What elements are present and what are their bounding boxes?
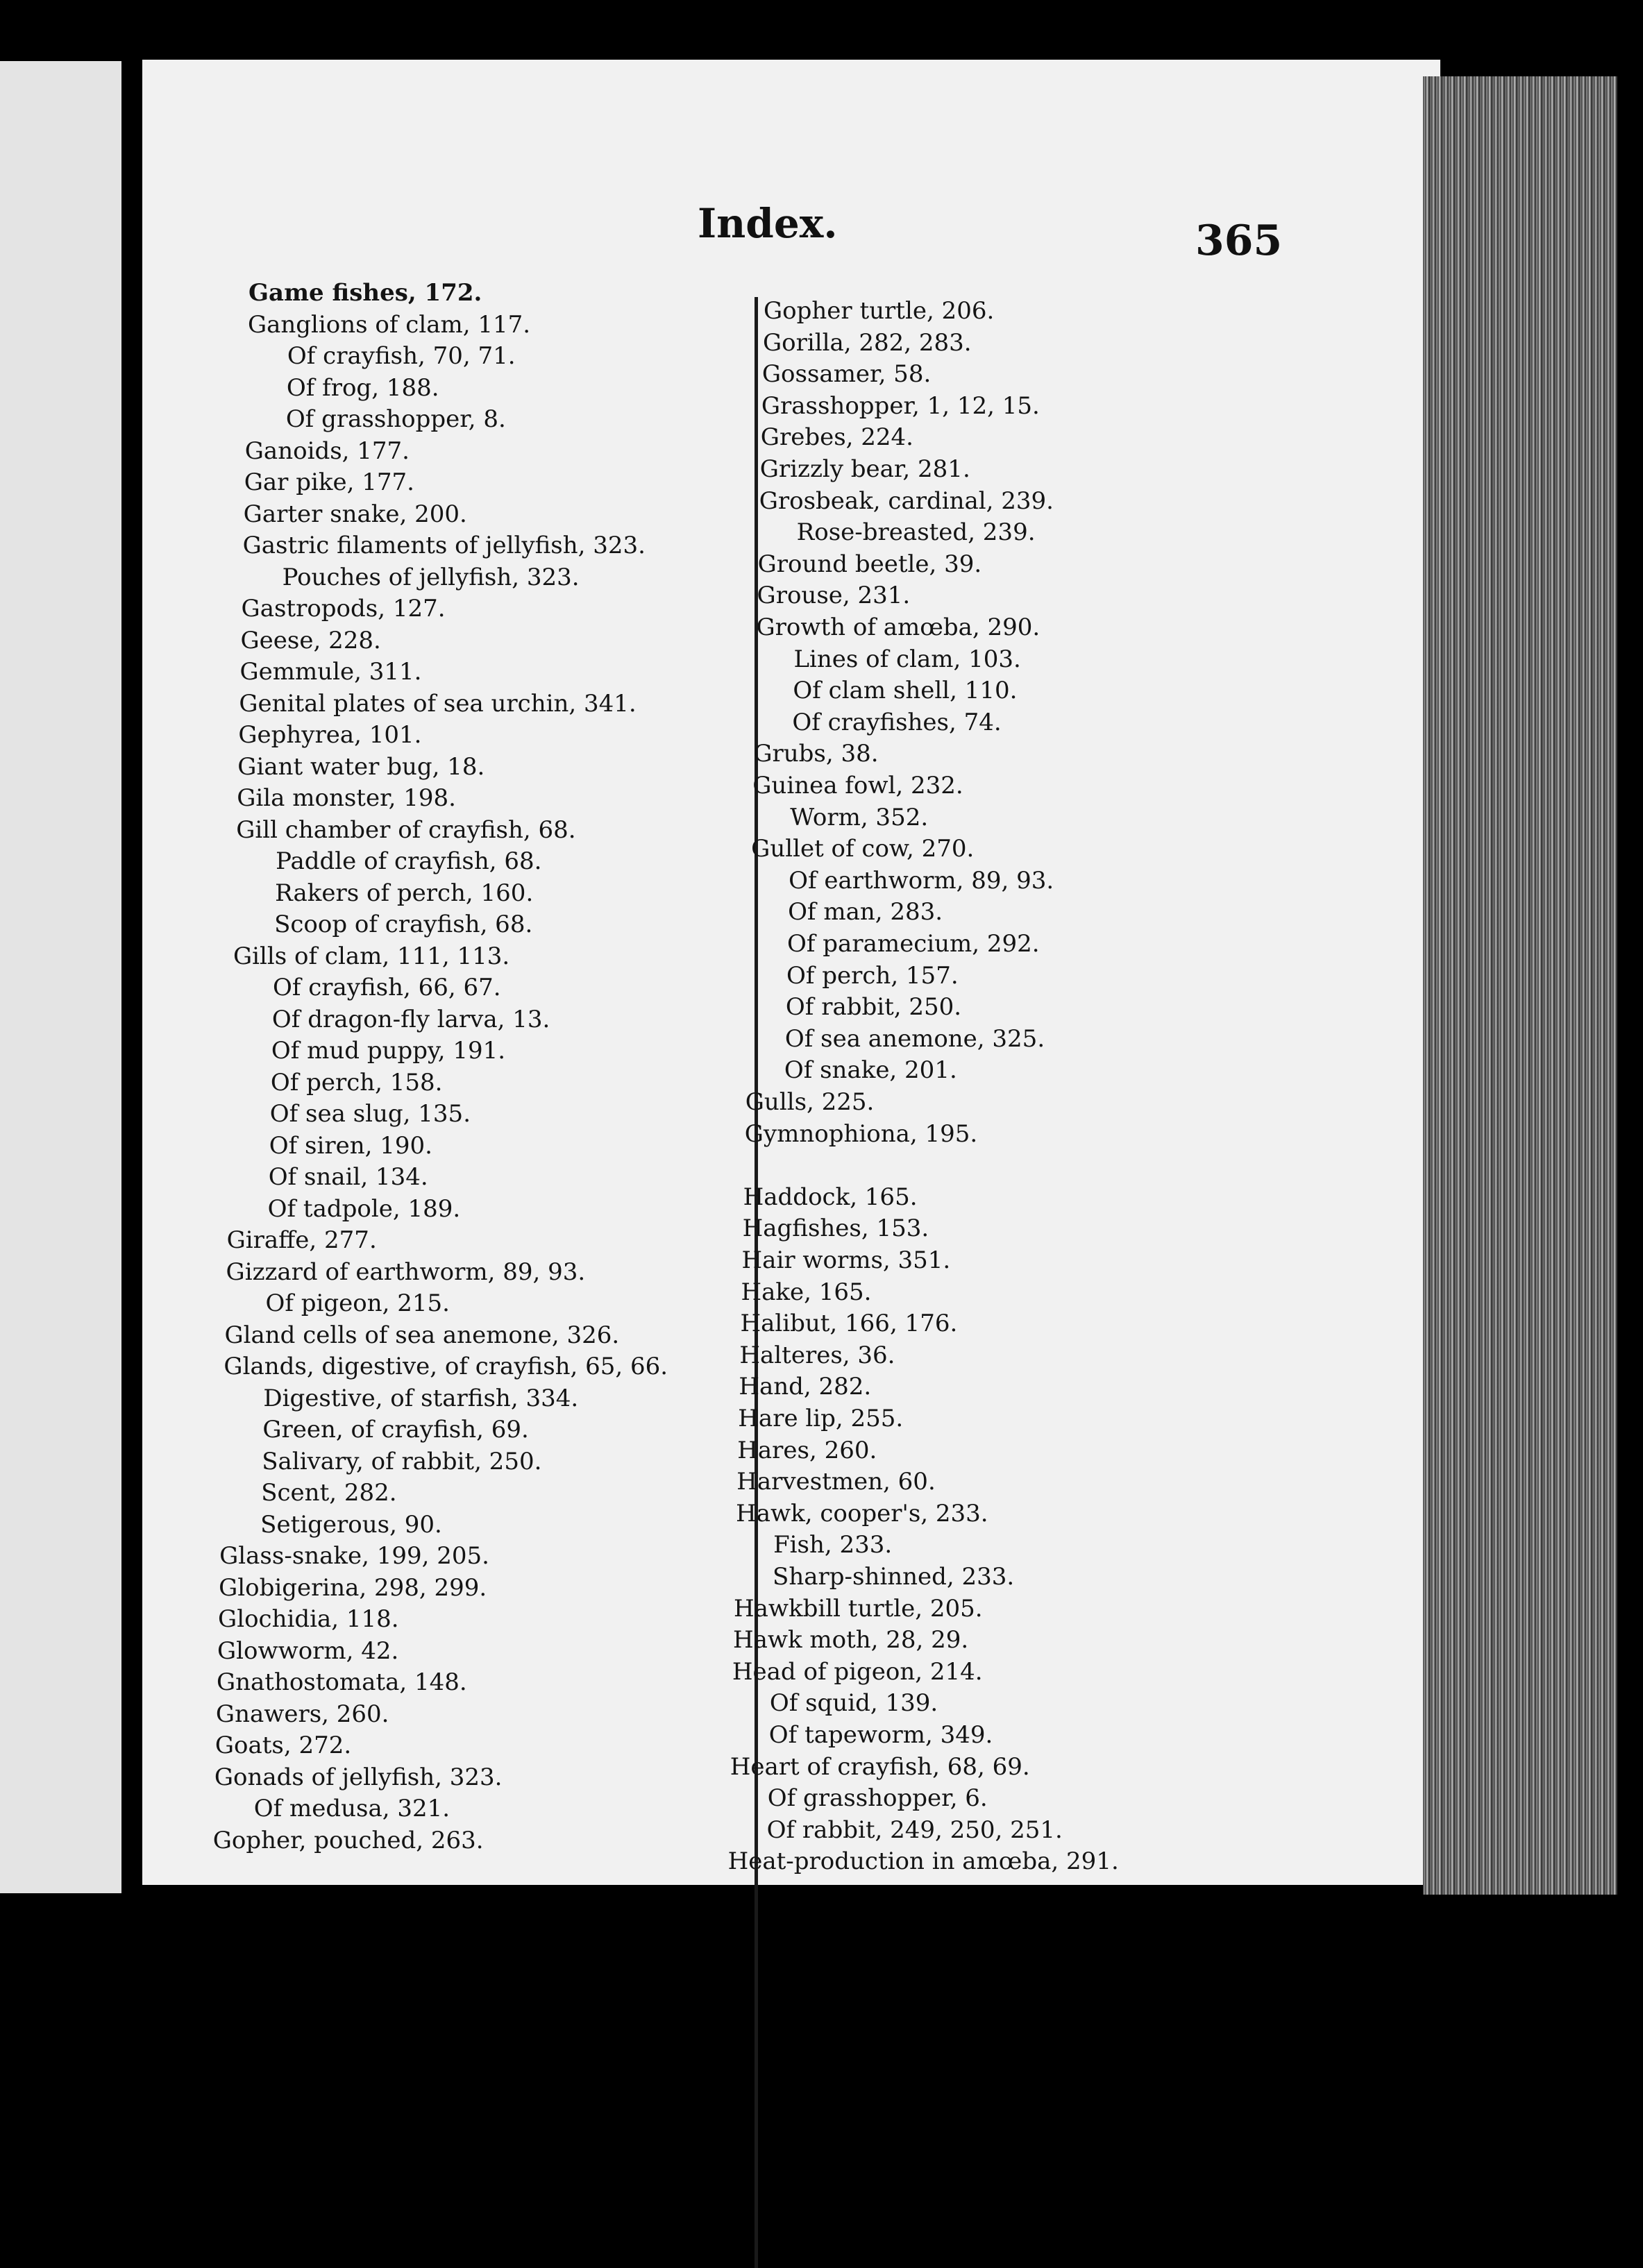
index-entry: Guinea fowl, 232. (752, 772, 963, 799)
index-entry: Geese, 228. (240, 626, 381, 654)
index-entry: Glass-snake, 199, 205. (219, 1542, 489, 1570)
index-entry: Game fishes, 172. (248, 279, 482, 307)
index-entry: Of dragon-fly larva, 13. (271, 1005, 550, 1033)
index-entry: Hawk, cooper's, 233. (736, 1499, 988, 1527)
index-entry: Gnathostomata, 148. (216, 1668, 467, 1696)
index-entry: Of rabbit, 249, 250, 251. (766, 1816, 1063, 1844)
index-entry: Of mud puppy, 191. (271, 1037, 506, 1065)
index-entry: Rakers of perch, 160. (275, 879, 534, 907)
index-entry: Worm, 352. (790, 803, 929, 831)
index-entry: Gill chamber of crayfish, 68. (236, 815, 576, 844)
index-entry: Head of pigeon, 214. (732, 1657, 983, 1686)
index-entry: Rose-breasted, 239. (796, 518, 1036, 547)
index-entry: Fish, 233. (773, 1531, 893, 1559)
index-entry: Of earthworm, 89, 93. (789, 866, 1054, 895)
index-entry: Lines of clam, 103. (793, 645, 1021, 673)
index-entry: Digestive, of starfish, 334. (263, 1384, 579, 1412)
index-entry: Gonads of jellyfish, 323. (214, 1763, 503, 1791)
index-entry: Of rabbit, 250. (785, 993, 962, 1022)
index-entry: Gymnophiona, 195. (744, 1119, 978, 1148)
index-entry: Paddle of crayfish, 68. (276, 847, 542, 875)
index-entry: Glands, digestive, of crayfish, 65, 66. (224, 1353, 668, 1380)
index-entry: Gorilla, 282, 283. (762, 328, 972, 357)
index-entry: Grasshopper, 1, 12, 15. (761, 391, 1040, 420)
index-entry: Of sea anemone, 325. (784, 1024, 1045, 1053)
index-entry: Gills of clam, 111, 113. (233, 942, 510, 970)
index-entry: Hares, 260. (737, 1436, 877, 1464)
index-entry: Gephyrea, 101. (238, 721, 422, 749)
index-entry: Of perch, 158. (270, 1068, 443, 1097)
index-entry: Of grasshopper, 6. (767, 1784, 988, 1813)
index-entry: Hagfishes, 153. (742, 1215, 929, 1243)
index-entry: Of sea slug, 135. (269, 1100, 471, 1128)
index-entry: Of crayfishes, 74. (792, 708, 1002, 736)
index-entry: Grouse, 231. (757, 582, 911, 610)
index-entry: Hawkbill turtle, 205. (733, 1594, 983, 1623)
index-entry: Glowworm, 42. (217, 1636, 399, 1665)
index-entry: Grubs, 38. (753, 740, 879, 768)
index-entry: Giant water bug, 18. (237, 752, 485, 781)
index-entry: Growth of amœba, 290. (756, 613, 1040, 641)
index-entry: Pouches of jellyfish, 323. (282, 563, 580, 591)
index-entry: Of crayfish, 70, 71. (287, 342, 516, 370)
index-entry: Gastric filaments of jellyfish, 323. (242, 532, 646, 559)
index-entry: Haddock, 165. (743, 1183, 918, 1211)
index-entry: Salivary, of rabbit, 250. (262, 1447, 542, 1475)
index-entry: Ganglions of clam, 117. (247, 310, 531, 339)
index-entry: Gopher, pouched, 263. (212, 1826, 484, 1854)
index-entry: Grosbeak, cardinal, 239. (759, 486, 1054, 515)
index-entry: Ground beetle, 39. (757, 550, 982, 578)
index-entry: Setigerous, 90. (260, 1510, 442, 1539)
index-entry: Of grasshopper, 8. (285, 405, 506, 433)
index-entry: Of man, 283. (788, 898, 943, 926)
index-entry: Of frog, 188. (286, 373, 439, 402)
page-number: 365 (1195, 217, 1283, 265)
index-entry: Of tadpole, 189. (267, 1194, 461, 1223)
index-entry: Of siren, 190. (269, 1131, 432, 1160)
index-entry: Gossamer, 58. (761, 360, 932, 389)
index-entry: Heat-production in amœba, 291. (727, 1847, 1119, 1876)
index-entry: Of paramecium, 292. (787, 930, 1040, 958)
index-entry: Globigerina, 298, 299. (219, 1573, 487, 1602)
index-entry: Gila monster, 198. (237, 784, 456, 812)
index-entry: Of crayfish, 66, 67. (272, 974, 501, 1001)
index-entry: Gullet of cow, 270. (751, 835, 975, 863)
index-entry: Gulls, 225. (745, 1088, 875, 1116)
index-entry: Green, of crayfish, 69. (262, 1416, 529, 1444)
index-entry: Gemmule, 311. (239, 658, 422, 686)
index-entry: Gland cells of sea anemone, 326. (224, 1321, 620, 1349)
page-title: Index. (698, 200, 838, 247)
page-block-edge (1423, 76, 1617, 1895)
index-entry: Grebes, 224. (760, 423, 913, 452)
index-entry: Of medusa, 321. (253, 1795, 450, 1822)
index-entry: Gastropods, 127. (241, 595, 446, 623)
index-entry: Hair worms, 351. (741, 1246, 951, 1274)
index-entry: Hare lip, 255. (738, 1405, 904, 1432)
index-entry: Of snail, 134. (268, 1163, 428, 1191)
index-entry: Gopher turtle, 206. (764, 297, 995, 325)
index-entry: Gar pike, 177. (244, 468, 414, 496)
index-entry: Ganoids, 177. (244, 437, 410, 465)
index-entry: Gnawers, 260. (215, 1700, 389, 1728)
book-binding (121, 59, 142, 1898)
index-entry: Heart of crayfish, 68, 69. (730, 1752, 1030, 1781)
index-entry: Goats, 272. (214, 1732, 352, 1759)
index-entry: Of snake, 201. (784, 1056, 957, 1085)
index-entry: Garter snake, 200. (243, 500, 467, 528)
index-entry: Gizzard of earthworm, 89, 93. (226, 1258, 586, 1286)
index-entry: Giraffe, 277. (226, 1226, 377, 1254)
index-entry: Harvestmen, 60. (736, 1468, 936, 1496)
index-entry: Of perch, 157. (786, 961, 959, 990)
index-entry: Halibut, 166, 176. (740, 1310, 958, 1338)
index-entry: Hake, 165. (741, 1278, 872, 1306)
facing-page-edge (0, 61, 123, 1893)
index-entry: Halteres, 36. (739, 1341, 895, 1369)
index-entry: Scoop of crayfish, 68. (274, 911, 533, 938)
index-entry: Of tapeworm, 349. (768, 1721, 993, 1749)
index-entry: Grizzly bear, 281. (759, 455, 970, 483)
index-entry: Of squid, 139. (769, 1689, 938, 1718)
index-entry: Of pigeon, 215. (265, 1289, 450, 1317)
index-entry: Scent, 282. (261, 1479, 397, 1507)
index-entry: Hawk moth, 28, 29. (732, 1626, 969, 1655)
index-entry: Sharp-shinned, 233. (773, 1563, 1015, 1591)
index-entry: Genital plates of sea urchin, 341. (239, 689, 637, 718)
index-entry: Glochidia, 118. (218, 1605, 399, 1633)
index-entry: Of clam shell, 110. (793, 677, 1018, 705)
index-entry: Hand, 282. (739, 1373, 872, 1401)
